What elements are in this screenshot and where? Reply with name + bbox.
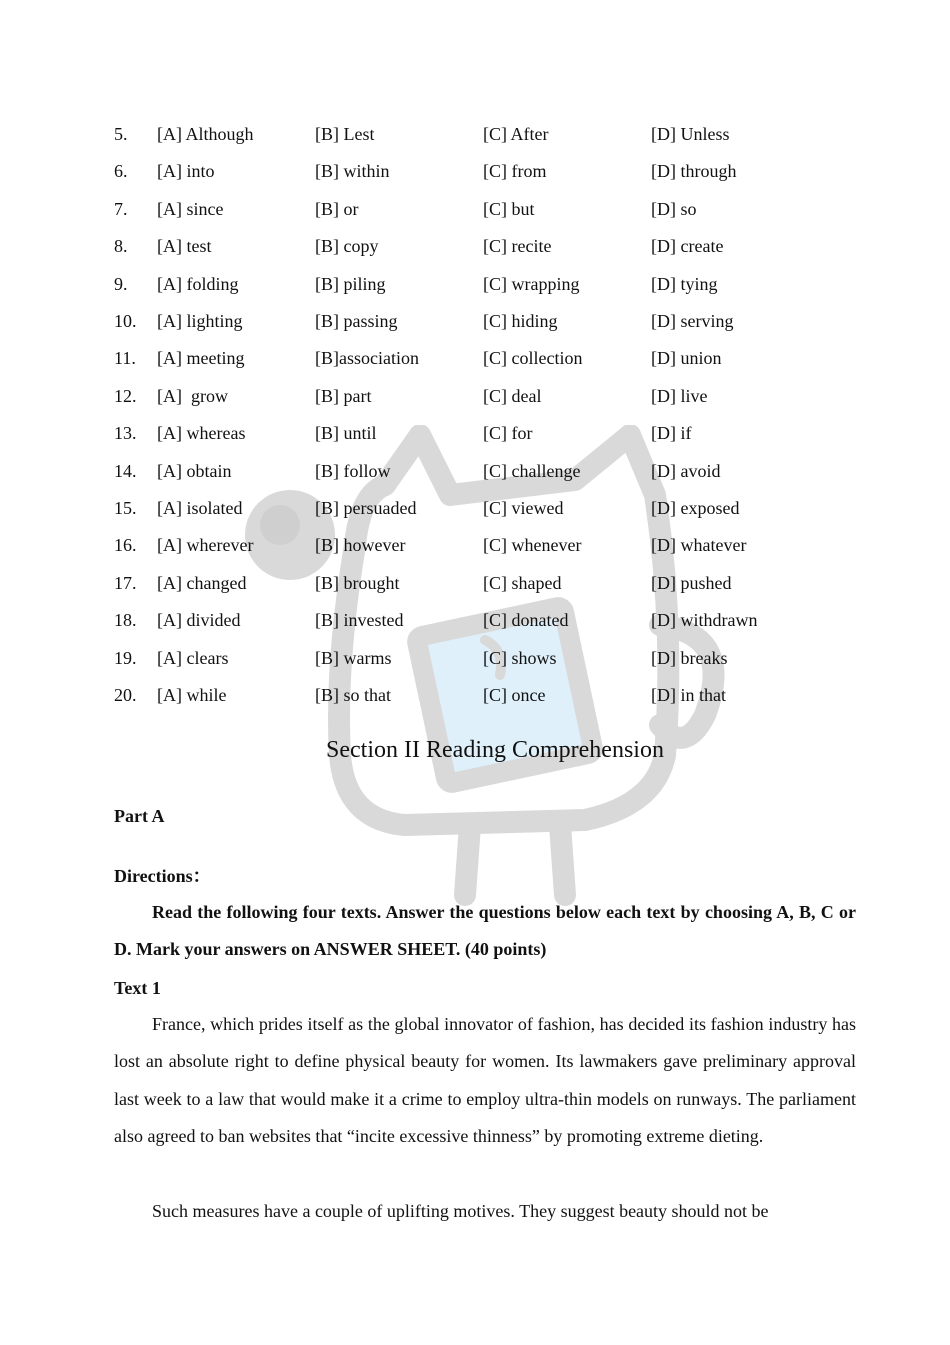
option-b: [B] copy (315, 236, 379, 257)
option-b: [B] persuaded (315, 498, 417, 518)
option-a: [A] changed (157, 572, 247, 593)
option-d: [D] union (651, 348, 722, 369)
question-number: 11. (114, 348, 136, 369)
option-c: [C] viewed (483, 498, 564, 518)
question-number: 10. (114, 311, 137, 331)
option-c: [C] whenever (483, 535, 582, 556)
option-c: [C] from (483, 161, 547, 182)
option-b: [B] invested (315, 610, 404, 631)
question-number: 13. (114, 423, 137, 444)
option-d: [D] avoid (651, 460, 721, 481)
option-b: [B] warms (315, 647, 392, 668)
question-row (0, 159, 950, 183)
question-number: 19. (114, 647, 137, 668)
text-heading: Text 1 (114, 978, 161, 998)
option-d: [D] exposed (651, 498, 740, 518)
question-number: 12. (114, 385, 137, 406)
question-row (0, 272, 950, 296)
option-c: [C] shaped (483, 572, 562, 593)
option-a: [A] divided (157, 610, 241, 631)
question-number: 16. (114, 535, 137, 556)
option-c: [C] donated (483, 610, 569, 631)
question-number: 20. (114, 685, 137, 705)
option-c: [C] After (483, 124, 549, 144)
question-row (0, 197, 950, 221)
question-row (0, 384, 950, 408)
question-number: 5. (114, 124, 128, 144)
option-a: [A] Although (157, 124, 254, 144)
option-a: [A] isolated (157, 498, 243, 518)
option-a: [A] whereas (157, 423, 246, 444)
option-b: [B] however (315, 535, 406, 556)
question-row (0, 571, 950, 595)
option-d: [D] through (651, 161, 737, 182)
option-a: [A] into (157, 161, 215, 182)
option-c: [C] challenge (483, 460, 581, 481)
option-c: [C] collection (483, 348, 583, 369)
option-c: [C] once (483, 685, 546, 705)
option-a: [A] obtain (157, 460, 232, 481)
question-number: 14. (114, 460, 137, 481)
option-b: [B] piling (315, 273, 386, 294)
paragraph-2: Such measures have a couple of uplifting motives. They suggest beauty should not be (152, 1201, 769, 1221)
option-a: [A] folding (157, 273, 239, 294)
option-b: [B] within (315, 161, 390, 182)
question-number: 8. (114, 236, 128, 257)
option-d: [D] so (651, 198, 697, 219)
question-number: 17. (114, 572, 137, 593)
option-d: [D] whatever (651, 535, 747, 556)
question-row (0, 646, 950, 670)
question-row (0, 496, 950, 520)
option-c: [C] for (483, 423, 533, 444)
option-d: [D] tying (651, 273, 718, 294)
option-c: [C] deal (483, 385, 542, 406)
option-d: [D] breaks (651, 647, 728, 668)
option-d: [D] Unless (651, 124, 730, 144)
section-title: Section II Reading Comprehension (326, 737, 664, 763)
option-b: [B] Lest (315, 124, 375, 144)
paragraph-1: France, which prides itself as the global innovator of fashion, has decided its fashion industry has lost an absolute right to define physical beauty for women. Its lawmakers gave preliminary approval last week to a law that would make it a crime to employ ultra-thin models on runways. The parliament also agreed to ban websites that “incite excessive thinness” by promoting extreme dieting. (114, 1014, 856, 1147)
option-b: [B] so that (315, 685, 391, 705)
directions-label: Directions： (114, 866, 211, 886)
option-a: [A] wherever (157, 535, 254, 556)
question-row (0, 309, 950, 333)
question-row (0, 346, 950, 370)
option-b: [B] until (315, 423, 377, 444)
part-heading: Part A (114, 806, 165, 826)
option-d: [D] pushed (651, 572, 732, 593)
question-number: 9. (114, 273, 128, 294)
question-number: 6. (114, 161, 128, 182)
question-row (0, 533, 950, 557)
option-d: [D] in that (651, 685, 726, 705)
option-d: [D] create (651, 236, 724, 257)
option-b: [B]association (315, 348, 419, 369)
option-d: [D] live (651, 385, 708, 406)
question-row (0, 122, 950, 146)
question-number: 18. (114, 610, 137, 631)
question-number: 7. (114, 198, 128, 219)
question-row (0, 421, 950, 445)
option-d: [D] if (651, 423, 692, 444)
option-c: [C] but (483, 198, 535, 219)
question-number: 15. (114, 498, 137, 518)
directions-text: Read the following four texts. Answer the questions below each text by choosing A, B, C or D. Mark your answers on ANSWER SHEET. (40 points) (114, 902, 856, 960)
option-c: [C] recite (483, 236, 552, 257)
option-a: [A] grow (157, 385, 228, 406)
question-row (0, 234, 950, 258)
option-a: [A] while (157, 685, 227, 705)
question-row (0, 459, 950, 483)
option-a: [A] meeting (157, 348, 245, 369)
option-a: [A] since (157, 198, 224, 219)
option-a: [A] clears (157, 647, 229, 668)
option-b: [B] follow (315, 460, 391, 481)
option-d: [D] serving (651, 311, 734, 331)
option-b: [B] passing (315, 311, 398, 331)
option-b: [B] or (315, 198, 359, 219)
option-c: [C] shows (483, 647, 557, 668)
option-b: [B] brought (315, 572, 400, 593)
option-a: [A] lighting (157, 311, 243, 331)
question-row (0, 608, 950, 632)
option-a: [A] test (157, 236, 212, 257)
option-d: [D] withdrawn (651, 610, 758, 631)
option-c: [C] wrapping (483, 273, 580, 294)
question-row (0, 683, 950, 707)
option-c: [C] hiding (483, 311, 558, 331)
option-b: [B] part (315, 385, 372, 406)
